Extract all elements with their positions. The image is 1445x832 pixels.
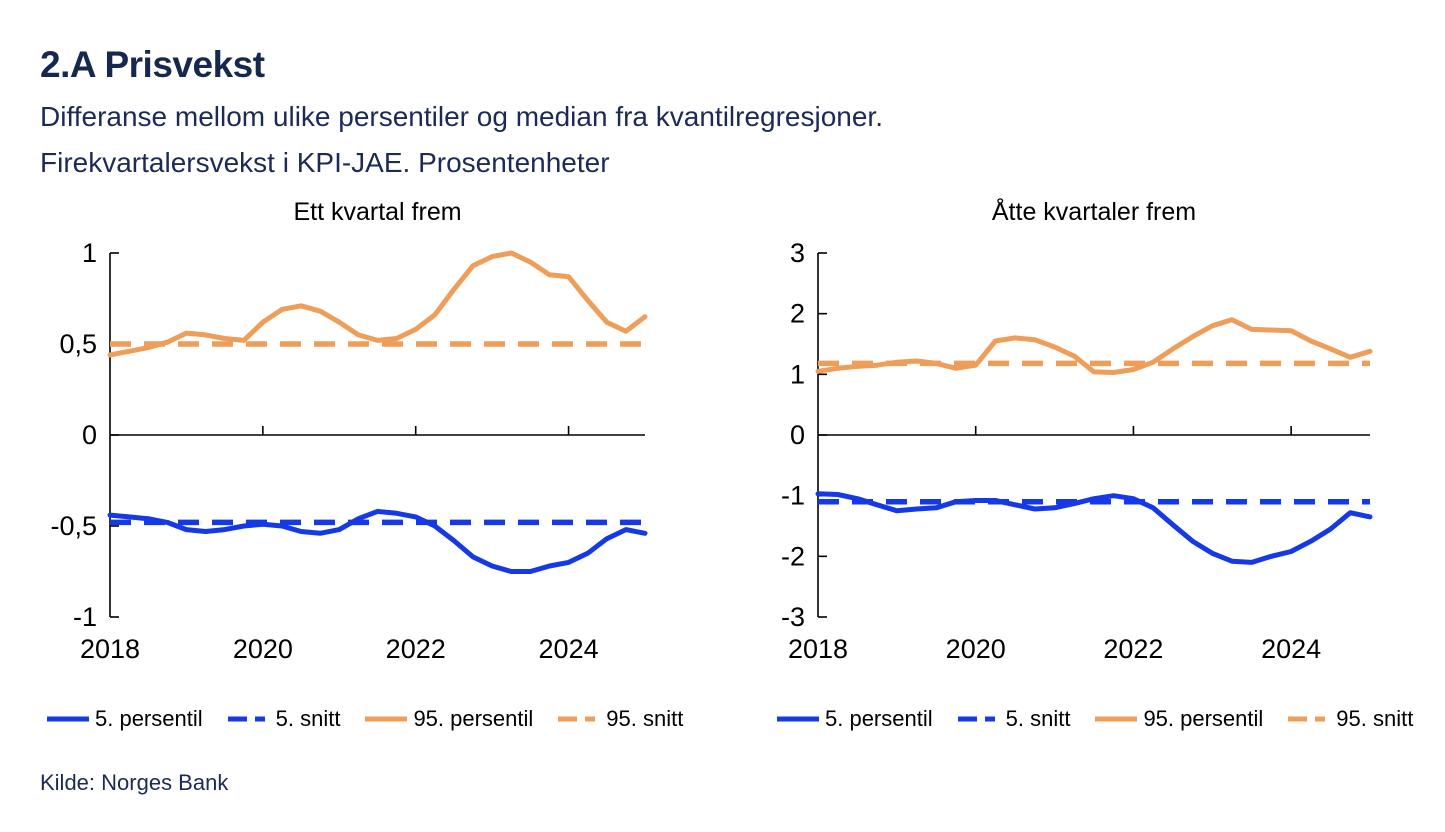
legend-label-95-persentil: 95. persentil — [413, 706, 534, 731]
y-tick-label: 0 — [81, 420, 97, 450]
legend-swatch-95-snitt — [1287, 715, 1331, 723]
y-tick-label: -1 — [72, 602, 97, 632]
y-tick-label: -2 — [780, 541, 805, 572]
x-tick-label: 2018 — [79, 634, 141, 664]
y-tick-label: -1 — [780, 480, 805, 511]
legend-swatch-95-persentil — [1094, 715, 1138, 723]
legend-item-95-persentil — [1094, 706, 1263, 732]
axes — [50, 238, 645, 664]
x-tick-label: 2020 — [945, 634, 1006, 664]
legend-swatch-5-snitt — [227, 715, 271, 723]
legend-label-5-persentil: 5. persentil — [825, 706, 933, 731]
y-tick-label: 2 — [789, 298, 805, 329]
y-tick-label: 1 — [789, 359, 805, 390]
chart-title-ett-kvartal: Ett kvartal frem — [293, 198, 462, 226]
chart-atte-kvartaler-canvas — [750, 236, 1400, 680]
x-tick-label: 2022 — [385, 634, 446, 664]
series-line-95-persentil — [110, 253, 645, 355]
axes — [781, 238, 1370, 664]
legend-item-95-snitt — [1287, 706, 1413, 732]
legend-label-5-persentil: 5. persentil — [95, 706, 203, 731]
series — [818, 320, 1370, 563]
y-tick-label: 0,5 — [59, 329, 97, 359]
chart-title-atte-kvartaler: Åtte kvartaler frem — [991, 198, 1197, 226]
legend-swatch-5-persentil — [776, 715, 820, 723]
legend-label-95-persentil: 95. persentil — [1143, 706, 1264, 731]
y-tick-label: -0,5 — [50, 511, 97, 541]
legend-label-95-snitt: 95. snitt — [606, 706, 684, 731]
series — [110, 253, 645, 572]
legend-swatch-95-snitt — [557, 715, 601, 723]
legend-swatch-5-persentil — [46, 715, 90, 723]
page-title: 2.A Prisvekst — [40, 44, 265, 85]
legend-swatch-95-persentil — [364, 715, 408, 723]
x-tick-label: 2024 — [1261, 634, 1322, 664]
legend-label-5-snitt: 5. snitt — [1005, 706, 1071, 731]
legend-label-95-snitt: 95. snitt — [1336, 706, 1414, 731]
x-tick-label: 2024 — [538, 634, 599, 664]
source-note: Kilde: Norges Bank — [40, 770, 229, 795]
chart-ett-kvartal-canvas — [20, 236, 670, 680]
legend-item-5-snitt — [227, 706, 341, 732]
subtitle-line-2: Firekvartalersvekst i KPI-JAE. Prosentenheter — [40, 147, 610, 178]
legend-left — [46, 706, 683, 732]
x-tick-label: 2020 — [232, 634, 293, 664]
legend-item-95-snitt — [557, 706, 683, 732]
legend-item-95-persentil — [364, 706, 533, 732]
legend-item-5-snitt — [957, 706, 1071, 732]
legend-swatch-5-snitt — [957, 715, 1001, 723]
y-tick-label: 0 — [789, 420, 805, 450]
subtitle-line-1: Differanse mellom ulike persentiler og median fra kvantilregresjoner. — [40, 101, 883, 132]
legend-right — [776, 706, 1413, 732]
legend-item-5-persentil — [46, 706, 203, 732]
x-tick-label: 2018 — [787, 634, 849, 664]
y-tick-label: -3 — [780, 602, 805, 632]
legend-label-5-snitt: 5. snitt — [275, 706, 341, 731]
y-tick-label: 1 — [81, 238, 97, 268]
y-tick-label: 3 — [789, 238, 805, 268]
legend-item-5-persentil — [776, 706, 933, 732]
x-tick-label: 2022 — [1103, 634, 1164, 664]
